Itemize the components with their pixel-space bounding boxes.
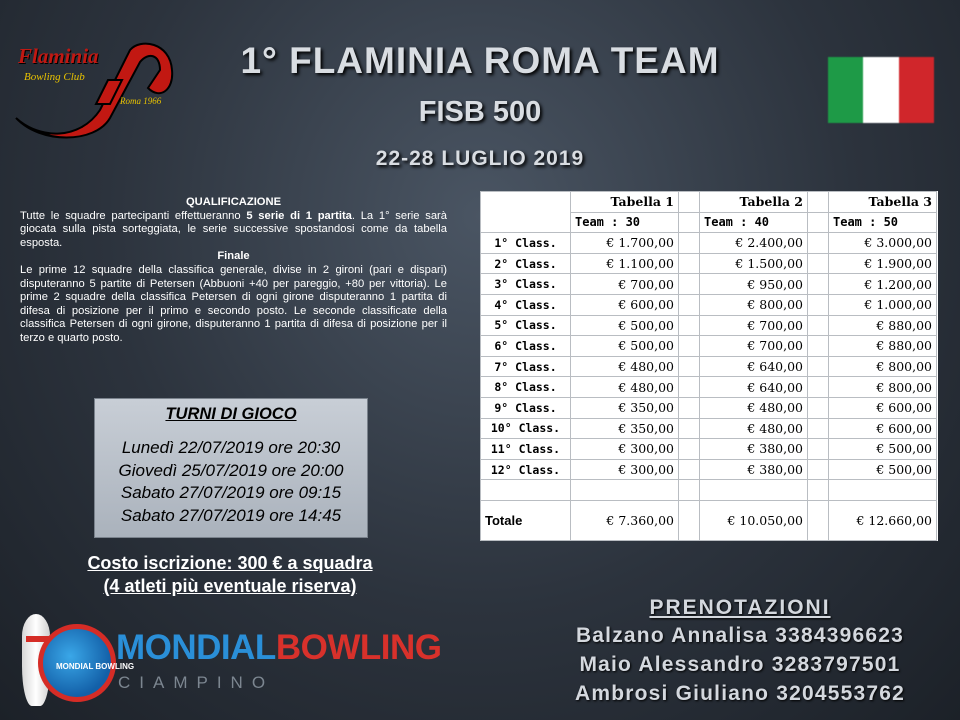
event-date: 22-28 LUGLIO 2019 — [375, 147, 585, 170]
table-row — [481, 377, 937, 398]
empty-row — [481, 480, 937, 501]
empty-cell — [571, 480, 679, 501]
prize-value: € 800,00 — [829, 356, 937, 377]
rank-label: 5° Class. — [481, 315, 571, 336]
total-row — [481, 500, 937, 540]
table-row — [481, 459, 937, 480]
column-gap — [808, 397, 829, 418]
total-value: € 10.050,00 — [700, 500, 808, 540]
registration-cost — [20, 552, 440, 598]
contact-list — [545, 621, 935, 708]
prize-table — [480, 191, 937, 541]
rank-label: 3° Class. — [481, 274, 571, 295]
prize-value: € 700,00 — [700, 315, 808, 336]
prize-value: € 500,00 — [829, 459, 937, 480]
rank-label: 9° Class. — [481, 397, 571, 418]
column-gap — [808, 253, 829, 274]
prize-value: € 700,00 — [700, 336, 808, 357]
table-row — [481, 356, 937, 377]
event-title: 1° FLAMINIA ROMA TEAM — [240, 40, 720, 81]
column-gap — [679, 397, 700, 418]
prize-value: € 1.700,00 — [571, 233, 679, 254]
prize-value: € 500,00 — [571, 315, 679, 336]
turno-item: Lunedì 22/07/2019 ore 20:30 — [121, 438, 341, 457]
logo-wordmark: Flaminia — [18, 44, 99, 68]
column-gap — [808, 480, 829, 501]
qualification-text — [20, 210, 447, 251]
prize-value: € 350,00 — [571, 397, 679, 418]
prenotazioni-title: PRENOTAZIONI — [649, 596, 831, 619]
final-title: Finale — [217, 250, 250, 263]
column-gap — [679, 192, 700, 213]
table-row — [481, 253, 937, 274]
column-gap — [808, 294, 829, 315]
table-name-header: Tabella 1 — [571, 192, 679, 213]
rank-label: 10° Class. — [481, 418, 571, 439]
ball-text: MONDIAL BOWLING — [56, 662, 135, 671]
prize-value: € 640,00 — [700, 377, 808, 398]
cost-line-2: (4 atleti più eventuale riserva) — [103, 576, 357, 596]
column-gap — [808, 439, 829, 460]
turni-box — [94, 398, 368, 538]
column-gap — [679, 480, 700, 501]
empty-cell — [700, 480, 808, 501]
sponsor-brand — [116, 628, 441, 668]
column-gap — [679, 294, 700, 315]
column-gap — [679, 315, 700, 336]
prize-value: € 500,00 — [571, 336, 679, 357]
table-row — [481, 418, 937, 439]
prize-table-panel — [480, 191, 938, 541]
prize-value: € 350,00 — [571, 418, 679, 439]
table-row — [481, 439, 937, 460]
prize-value: € 480,00 — [700, 418, 808, 439]
prize-value: € 700,00 — [571, 274, 679, 295]
brand-part-1: MONDIAL — [116, 628, 276, 667]
qualification-text-b: . La 1° serie sarà giocata sulla pista sorteggiata, le serie successive spostandosi come da tabella esposta. — [20, 209, 447, 249]
rank-label: 6° Class. — [481, 336, 571, 357]
column-gap — [679, 212, 700, 233]
rank-label: 11° Class. — [481, 439, 571, 460]
prize-value: € 3.000,00 — [829, 233, 937, 254]
prize-value: € 480,00 — [700, 397, 808, 418]
prize-value: € 500,00 — [829, 439, 937, 460]
rank-label: 8° Class. — [481, 377, 571, 398]
contact-item: Maio Alessandro 3283797501 — [579, 653, 901, 676]
team-size-cell: Team : 50 — [829, 212, 937, 233]
prize-value: € 1.200,00 — [829, 274, 937, 295]
column-gap — [679, 439, 700, 460]
table-row — [481, 397, 937, 418]
prize-value: € 600,00 — [571, 294, 679, 315]
team-size-cell: Team : 30 — [571, 212, 679, 233]
prize-value: € 1.500,00 — [700, 253, 808, 274]
column-gap — [679, 233, 700, 254]
prize-value: € 1.000,00 — [829, 294, 937, 315]
qualification-text-bold: 5 serie di 1 partita — [246, 209, 352, 222]
column-gap — [808, 233, 829, 254]
turno-item: Sabato 27/07/2019 ore 14:45 — [120, 505, 342, 525]
event-subtitle: FISB 500 — [418, 96, 542, 128]
table-row — [481, 233, 937, 254]
table-name-header: Tabella 3 — [829, 192, 937, 213]
contact-item: Balzano Annalisa 3384396623 — [575, 624, 905, 647]
total-value: € 12.660,00 — [829, 500, 937, 540]
column-gap — [808, 192, 829, 213]
total-label: Totale — [481, 500, 571, 540]
sponsor-city: CIAMPINO — [118, 673, 275, 692]
column-gap — [808, 459, 829, 480]
table-header-row — [481, 192, 937, 213]
prize-value: € 880,00 — [829, 336, 937, 357]
prize-value: € 480,00 — [571, 356, 679, 377]
corner-cell — [481, 192, 571, 233]
prize-value: € 640,00 — [700, 356, 808, 377]
total-value: € 7.360,00 — [571, 500, 679, 540]
prize-value: € 600,00 — [829, 397, 937, 418]
column-gap — [679, 459, 700, 480]
prize-value: € 300,00 — [571, 439, 679, 460]
table-row — [481, 274, 937, 295]
turni-title: TURNI DI GIOCO — [165, 405, 297, 423]
prenotazioni — [545, 596, 935, 708]
column-gap — [679, 356, 700, 377]
rank-label: 7° Class. — [481, 356, 571, 377]
prize-value: € 800,00 — [700, 294, 808, 315]
logo-since: Roma 1966 — [120, 96, 162, 106]
column-gap — [808, 336, 829, 357]
qualification-text-a: Tutte le squadre partecipanti effettueranno — [20, 209, 247, 222]
rank-label: 2° Class. — [481, 253, 571, 274]
prize-value: € 300,00 — [571, 459, 679, 480]
table-row — [481, 294, 937, 315]
prize-value: € 1.100,00 — [571, 253, 679, 274]
column-gap — [808, 377, 829, 398]
table-row — [481, 336, 937, 357]
flag-white-band — [863, 57, 898, 123]
empty-cell — [481, 480, 571, 501]
prize-value: € 380,00 — [700, 439, 808, 460]
column-gap — [679, 500, 700, 540]
mondial-bowling-logo — [18, 612, 488, 712]
column-gap — [808, 356, 829, 377]
prize-value: € 880,00 — [829, 315, 937, 336]
italian-flag-icon — [828, 57, 934, 123]
prize-value: € 380,00 — [700, 459, 808, 480]
column-gap — [808, 500, 829, 540]
column-gap — [679, 418, 700, 439]
column-gap — [808, 418, 829, 439]
prize-value: € 600,00 — [829, 418, 937, 439]
flag-green-band — [828, 57, 863, 123]
table-row — [481, 315, 937, 336]
empty-cell — [829, 480, 937, 501]
contact-item: Ambrosi Giuliano 3204553762 — [574, 682, 906, 705]
logo-club: Bowling Club — [24, 71, 85, 83]
prize-value: € 2.400,00 — [700, 233, 808, 254]
rank-label: 4° Class. — [481, 294, 571, 315]
prize-value: € 1.900,00 — [829, 253, 937, 274]
prize-value: € 480,00 — [571, 377, 679, 398]
cost-line-1: Costo iscrizione: 300 € a squadra — [87, 553, 373, 573]
final-text: Le prime 12 squadre della classifica generale, divise in 2 gironi (pari e dispari) disputeranno 5 partite di Petersen (Abbuoni +40 per pareggio, +80 per vittoria). Le prime 2 squadre della classifica Petersen di ogni girone disputeranno 1 partita di difesa di posizione per il primo e secondo posto. Le seconde classificate della classifica Petersen di ogni girone, disputeranno 1 partita di difesa di posizione per il terzo e quarto posto. — [20, 263, 447, 344]
rules-text — [20, 196, 447, 346]
column-gap — [808, 315, 829, 336]
column-gap — [679, 377, 700, 398]
column-gap — [679, 274, 700, 295]
prize-value: € 950,00 — [700, 274, 808, 295]
turno-item: Giovedì 25/07/2019 ore 20:00 — [118, 460, 344, 480]
prize-value: € 800,00 — [829, 377, 937, 398]
turni-list — [95, 437, 367, 527]
column-gap — [808, 212, 829, 233]
column-gap — [808, 274, 829, 295]
table-name-header: Tabella 2 — [700, 192, 808, 213]
qualification-title: QUALIFICAZIONE — [185, 196, 282, 208]
rank-label: 12° Class. — [481, 459, 571, 480]
rank-label: 1° Class. — [481, 233, 571, 254]
column-gap — [679, 336, 700, 357]
turno-item: Sabato 27/07/2019 ore 09:15 — [120, 483, 342, 502]
flag-red-band — [899, 57, 934, 123]
team-size-cell: Team : 40 — [700, 212, 808, 233]
brand-part-2: BOWLING — [275, 628, 442, 667]
column-gap — [679, 253, 700, 274]
